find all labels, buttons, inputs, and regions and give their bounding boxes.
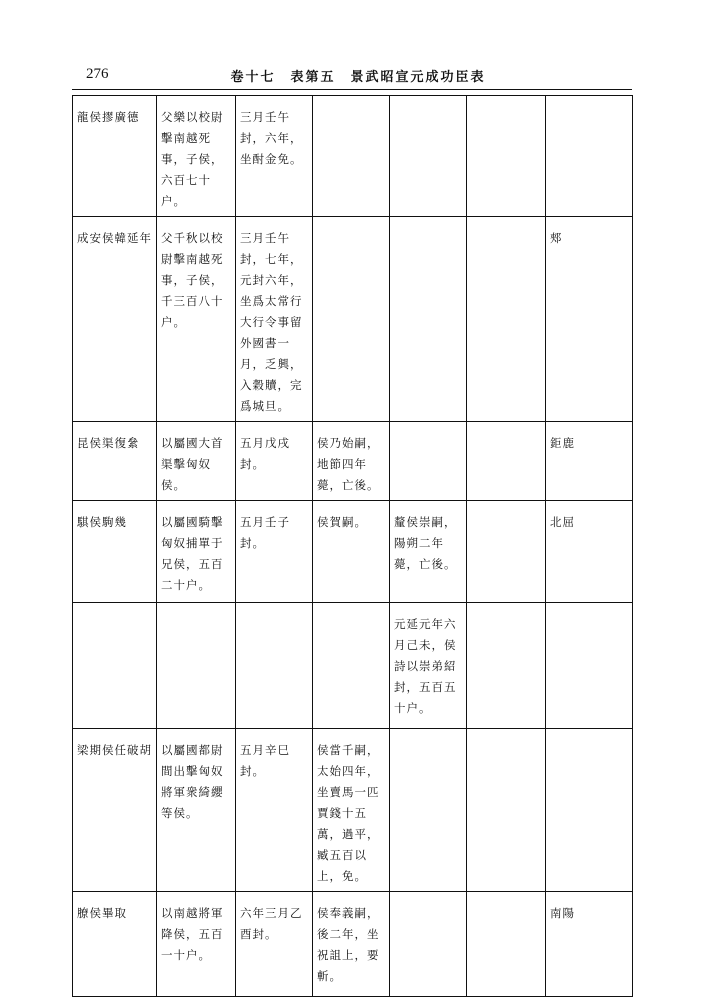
first-generation-cell: 五月壬子封。 — [236, 501, 313, 603]
merit-cell: 父樂以校尉擊南越死事，子侯，六百七十户。 — [157, 96, 236, 217]
third-generation-cell — [390, 217, 467, 422]
fourth-generation-cell — [467, 603, 546, 729]
first-generation-cell: 五月戊戌封。 — [236, 422, 313, 501]
meritorious-officials-table — [72, 95, 633, 997]
marquis-cell: 成安侯韓延年 — [73, 217, 157, 422]
merit-cell: 以屬國都尉間出擊匈奴將軍衆綺纓等侯。 — [157, 729, 236, 892]
second-generation-cell: 侯當千嗣，太始四年，坐賣馬一匹賈錢十五萬，過平，臧五百以上，免。 — [313, 729, 390, 892]
second-generation-cell — [313, 603, 390, 729]
header-rule — [72, 89, 632, 90]
marquis-cell: 梁期侯任破胡 — [73, 729, 157, 892]
marquis-cell: 龍侯摎廣德 — [73, 96, 157, 217]
place-cell — [546, 603, 633, 729]
table-row — [73, 892, 633, 997]
merit-cell — [157, 603, 236, 729]
place-cell: 北屈 — [546, 501, 633, 603]
place-cell — [546, 729, 633, 892]
table-row — [73, 96, 633, 217]
table-row — [73, 422, 633, 501]
second-generation-cell — [313, 96, 390, 217]
fourth-generation-cell — [467, 729, 546, 892]
third-generation-cell: 元延元年六月己未，侯詩以崇弟紹封，五百五十户。 — [390, 603, 467, 729]
first-generation-cell: 三月壬午封，六年，坐酎金免。 — [236, 96, 313, 217]
marquis-cell: 膫侯畢取 — [73, 892, 157, 997]
table-row — [73, 217, 633, 422]
second-generation-cell: 侯賀嗣。 — [313, 501, 390, 603]
page-number: 276 — [86, 66, 109, 82]
fourth-generation-cell — [467, 217, 546, 422]
place-cell: 鉅鹿 — [546, 422, 633, 501]
second-generation-cell: 侯奉義嗣，後二年，坐祝詛上，要斬。 — [313, 892, 390, 997]
table-row — [73, 501, 633, 603]
fourth-generation-cell — [467, 501, 546, 603]
third-generation-cell: 釐侯崇嗣，陽朔二年薨，亡後。 — [390, 501, 467, 603]
marquis-cell: 騏侯駒幾 — [73, 501, 157, 603]
merit-cell: 以屬國大首渠擊匈奴侯。 — [157, 422, 236, 501]
second-generation-cell: 侯乃始嗣，地節四年薨，亡後。 — [313, 422, 390, 501]
place-cell: 南陽 — [546, 892, 633, 997]
third-generation-cell — [390, 96, 467, 217]
table-row — [73, 603, 633, 729]
merit-cell: 以南越將軍降侯，五百一十户。 — [157, 892, 236, 997]
place-cell: 郟 — [546, 217, 633, 422]
first-generation-cell — [236, 603, 313, 729]
marquis-cell: 昆侯渠復絫 — [73, 422, 157, 501]
merit-cell: 以屬國騎擊匈奴捕單于兄侯，五百二十户。 — [157, 501, 236, 603]
third-generation-cell — [390, 422, 467, 501]
fourth-generation-cell — [467, 892, 546, 997]
table-row — [73, 729, 633, 892]
second-generation-cell — [313, 217, 390, 422]
fourth-generation-cell — [467, 422, 546, 501]
running-title: 卷十七 表第五 景武昭宣元成功臣表 — [230, 70, 486, 85]
merit-cell: 父千秋以校尉擊南越死事，子侯，千三百八十户。 — [157, 217, 236, 422]
marquis-cell — [73, 603, 157, 729]
place-cell — [546, 96, 633, 217]
first-generation-cell: 三月壬午封，七年，元封六年，坐爲太常行大行令事留外國書一月，乏興，入穀贖，完爲城旦。 — [236, 217, 313, 422]
third-generation-cell — [390, 892, 467, 997]
fourth-generation-cell — [467, 96, 546, 217]
first-generation-cell: 五月辛巳封。 — [236, 729, 313, 892]
first-generation-cell: 六年三月乙酉封。 — [236, 892, 313, 997]
third-generation-cell — [390, 729, 467, 892]
